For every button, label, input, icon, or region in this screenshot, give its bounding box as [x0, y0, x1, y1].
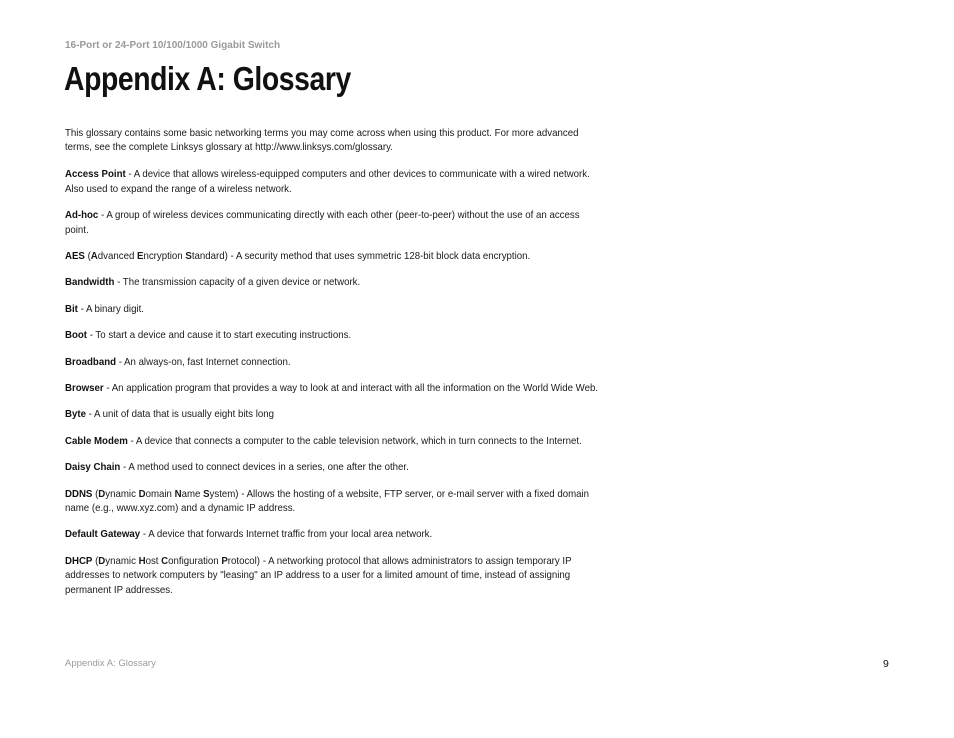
glossary-term: Browser [65, 382, 104, 394]
glossary-definition: - To start a device and cause it to start executing instructions. [87, 330, 352, 342]
acronym-expansion: (Dynamic Host Configuration Protocol) [92, 555, 261, 567]
intro-paragraph: This glossary contains some basic networking terms you may come across when using this product. For more advanced terms, see the complete Linksys glossary at http://www.linksys.com/glossary. [65, 128, 579, 154]
glossary-definition: - Allows the hosting of a website, FTP server, or e-mail server with a fixed domain name (e.g., www.xyz.com) and a dynamic IP address. [65, 488, 590, 514]
glossary-definition: - A device that allows wireless-equipped computers and other devices to communicate with a wired network. Also used to expand the range of a wireless network. [65, 169, 590, 195]
glossary-definition: - A group of wireless devices communicating directly with each other (peer-to-peer) without the use of an access point. [65, 210, 580, 236]
glossary-definition: - A security method that uses symmetric 128-bit block data encryption. [227, 250, 531, 262]
glossary-term: AES [65, 250, 85, 262]
glossary-term: Bandwidth [65, 277, 115, 289]
glossary-definition: - The transmission capacity of a given device or network. [114, 277, 361, 289]
glossary-entry [65, 356, 600, 370]
glossary-term: Default Gateway [65, 529, 141, 541]
glossary-entry [65, 555, 600, 598]
glossary-term: Ad-hoc [65, 210, 99, 222]
glossary-entry [65, 408, 600, 422]
glossary-term: Access Point [65, 169, 126, 181]
glossary-term: Boot [65, 330, 88, 342]
glossary-term: Daisy Chain [65, 462, 121, 474]
glossary-definition: - A device that connects a computer to the cable television network, which in turn connects to the Internet. [127, 435, 582, 447]
page-number: 9 [883, 658, 889, 670]
glossary-entry [65, 168, 600, 197]
glossary-entry [65, 209, 600, 238]
glossary-entry [65, 435, 600, 449]
footer-section-label: Appendix A: Glossary [65, 658, 156, 669]
glossary-definition: - A method used to connect devices in a series, one after the other. [120, 462, 409, 474]
glossary-definition: - An always-on, fast Internet connection. [116, 356, 291, 368]
glossary-entry [65, 382, 600, 396]
glossary-definition: - A binary digit. [77, 303, 144, 315]
glossary-definition: - A device that forwards Internet traffic from your local area network. [140, 529, 433, 541]
glossary-entry [65, 303, 600, 317]
glossary-entry [65, 461, 600, 475]
glossary-entry [65, 528, 600, 542]
glossary-entry [65, 329, 600, 343]
glossary-definition: - A networking protocol that allows administrators to assign temporary IP addresses to network computers by "leasing" an IP address to a user for a limited amount of time, instead of assigning permanent IP addresses. [65, 555, 572, 596]
acronym-expansion: (Advanced Encryption Standard) [84, 250, 228, 262]
glossary-term: Byte [65, 409, 86, 421]
glossary-term: Broadband [65, 356, 117, 368]
glossary-entry [65, 276, 600, 290]
glossary-term: DDNS [65, 488, 93, 500]
glossary-entry [65, 488, 600, 517]
acronym-expansion: (Dynamic Domain Name System) [92, 488, 239, 500]
glossary-term: Cable Modem [65, 435, 128, 447]
glossary-term: DHCP [65, 555, 93, 567]
glossary-entry [65, 250, 600, 264]
glossary-definition: - A unit of data that is usually eight bits long [85, 409, 274, 421]
glossary-body [65, 127, 605, 610]
glossary-term: Bit [65, 303, 78, 315]
page-title: Appendix A: Glossary [64, 60, 351, 97]
running-header: 16-Port or 24-Port 10/100/1000 Gigabit Switch [65, 40, 281, 51]
glossary-definition: - An application program that provides a way to look at and interact with all the information on the World Wide Web. [103, 382, 599, 394]
